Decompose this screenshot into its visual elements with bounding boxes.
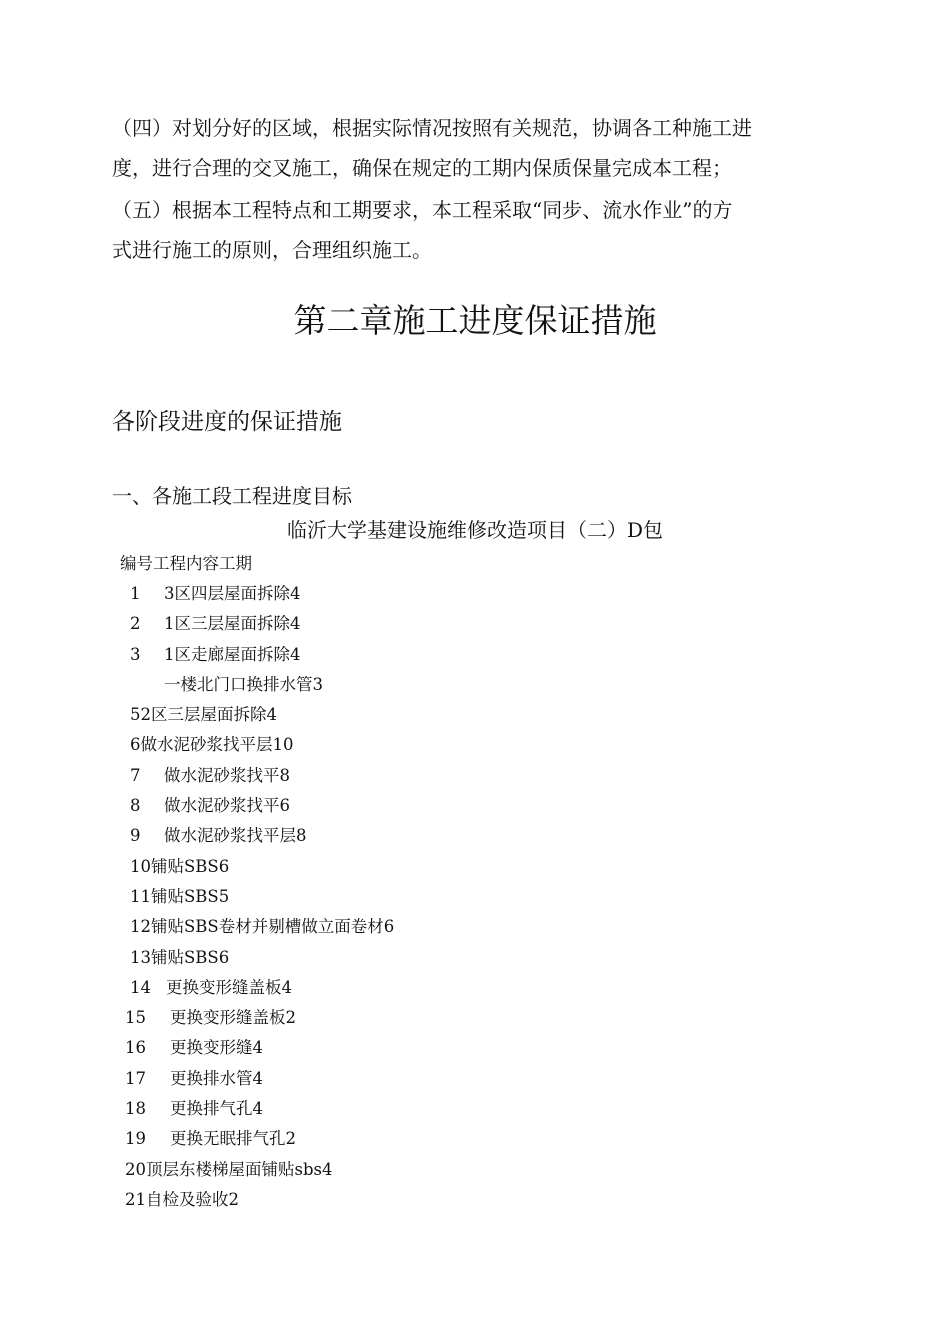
item-text: 更换排气孔4 <box>170 1099 263 1119</box>
list-item <box>0 943 950 973</box>
list-item <box>0 761 950 791</box>
list-item <box>0 1094 950 1124</box>
item-number: 8 <box>130 796 141 816</box>
list-item <box>0 791 950 821</box>
item-number: 16 <box>125 1038 146 1058</box>
item-number: 15 <box>125 1008 146 1028</box>
table-title: 临沂大学基建设施维修改造项目（二）D包 <box>286 518 664 542</box>
item-number: 14 <box>130 977 151 997</box>
item-number: 17 <box>125 1068 146 1088</box>
item-text: 3区四层屋面拆除4 <box>164 584 301 603</box>
list-item <box>0 670 950 700</box>
item-number: 9 <box>130 826 141 846</box>
item-number: 2 <box>130 614 141 634</box>
item-text: 52区三层屋面拆除4 <box>130 705 277 725</box>
schedule-list <box>0 579 950 1215</box>
item-number: 3 <box>130 644 141 664</box>
list-item <box>0 1185 950 1215</box>
list-item <box>0 640 950 670</box>
list-item <box>0 579 950 609</box>
subsection-title: 一、各施工段工程进度目标 <box>112 484 352 508</box>
list-item <box>0 1003 950 1033</box>
item-text: 12铺贴SBS卷材并剔槽做立面卷材6 <box>130 917 395 937</box>
item-number: 1 <box>130 584 141 603</box>
list-item <box>0 1124 950 1154</box>
list-item <box>0 1155 950 1185</box>
list-item <box>0 912 950 942</box>
item-text: 1区走廊屋面拆除4 <box>164 644 301 664</box>
list-item <box>0 1033 950 1063</box>
list-item <box>0 609 950 639</box>
item-text: 更换变形缝盖板4 <box>166 977 292 997</box>
section-title: 各阶段进度的保证措施 <box>112 409 342 435</box>
item-text: 做水泥砂浆找平层8 <box>164 826 307 846</box>
list-item <box>0 882 950 912</box>
item-text: 1区三层屋面拆除4 <box>164 614 301 634</box>
item-number: 19 <box>125 1129 146 1149</box>
item-text: 13铺贴SBS6 <box>130 947 230 967</box>
list-item <box>0 821 950 851</box>
item-text: 更换排水管4 <box>170 1068 263 1088</box>
item-text: 更换变形缝4 <box>170 1038 263 1058</box>
paragraph-line-4: 式进行施工的原则，合理组织施工。 <box>112 238 432 262</box>
list-header: 编号工程内容工期 <box>120 554 252 573</box>
item-number: 7 <box>130 765 141 785</box>
list-item <box>0 1064 950 1094</box>
item-text: 6做水泥砂浆找平层10 <box>130 735 294 755</box>
list-item <box>0 852 950 882</box>
item-number: 18 <box>125 1099 146 1119</box>
item-text: 20顶层东楼梯屋面铺贴sbs4 <box>125 1159 333 1179</box>
item-text: 一楼北门口换排水管3 <box>164 674 323 694</box>
item-text: 更换变形缝盖板2 <box>170 1008 296 1028</box>
paragraph-line-2: 度，进行合理的交叉施工，确保在规定的工期内保质保量完成本工程； <box>112 156 732 180</box>
list-item <box>0 973 950 1003</box>
paragraph-line-3: （五）根据本工程特点和工期要求，本工程采取“同步、流水作业”的方 <box>112 198 733 222</box>
item-text: 10铺贴SBS6 <box>130 856 230 876</box>
item-text: 更换无眠排气孔2 <box>170 1129 296 1149</box>
list-item <box>0 730 950 760</box>
list-item <box>0 700 950 730</box>
item-text: 11铺贴SBS5 <box>130 886 230 906</box>
item-text: 21自检及验收2 <box>125 1189 239 1209</box>
item-text: 做水泥砂浆找平8 <box>164 765 290 785</box>
item-text: 做水泥砂浆找平6 <box>164 796 290 816</box>
chapter-title: 第二章施工进度保证措施 <box>293 301 657 340</box>
paragraph-line-1: （四）对划分好的区域，根据实际情况按照有关规范，协调各工种施工进 <box>112 116 752 140</box>
